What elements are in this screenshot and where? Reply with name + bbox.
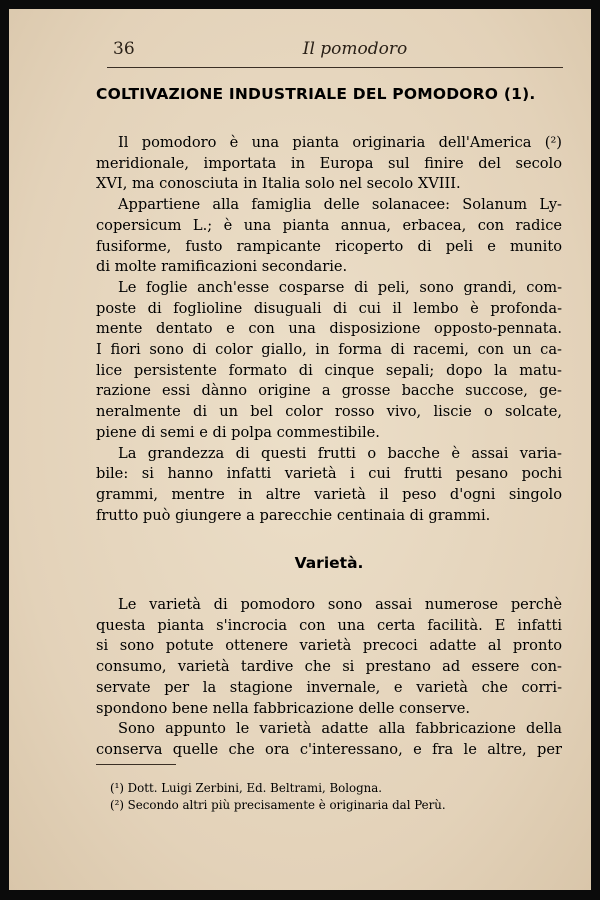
text-line: conserva quelle che ora c'interessano, e fra le altre, per <box>96 740 562 758</box>
running-title: Il pomodoro <box>302 39 408 59</box>
section2-text <box>96 595 562 761</box>
chapter-title <box>96 85 576 103</box>
chapter-title-note: (1). <box>503 85 536 103</box>
footnote-1: (¹) Dott. Luigi Zerbini, Ed. Beltrami, Bologna. <box>110 781 383 795</box>
text-line: copersicum L.; è una pianta annua, erbacea, con radice <box>96 216 562 234</box>
chapter-title-text: COLTIVAZIONE INDUSTRIALE DEL POMODORO <box>96 85 499 103</box>
text-line: di molte ramificazioni secondarie. <box>96 258 348 276</box>
text-line: I fiori sono di color giallo, in forma di racemi, con un ca- <box>96 341 562 359</box>
text-line: lice persistente formato di cinque sepali; dopo la matu- <box>96 361 562 379</box>
text-line: Le varietà di pomodoro sono assai numerose perchè <box>118 596 562 613</box>
section-heading: Varietà. <box>294 554 364 572</box>
text-line: questa pianta s'incrocia con una certa facilità. E infatti <box>96 616 562 634</box>
text-line: La grandezza di questi frutti o bacche è assai varia- <box>118 444 562 462</box>
text-line: fusiforme, fusto rampicante ricoperto di peli e munito <box>96 237 562 255</box>
text-line: poste di foglioline disuguali di cui il lembo è profonda- <box>96 299 562 317</box>
page-number: 36 <box>113 39 135 59</box>
text-line: grammi, mentre in altre varietà il peso d'ogni singolo <box>96 485 562 503</box>
text-line: Le foglie anch'esse cosparse di peli, sono grandi, com- <box>118 278 562 296</box>
text-line: neralmente di un bel color rosso vivo, liscie o solcate, <box>96 403 562 421</box>
text-line: frutto può giungere a parecchie centinaia di grammi. <box>96 506 491 524</box>
text-line: Sono appunto le varietà adatte alla fabbricazione della <box>118 720 562 738</box>
footnote-2: (²) Secondo altri più precisamente è originaria dal Perù. <box>110 798 446 812</box>
text-line: meridionale, importata in Europa sul finire del secolo <box>96 154 562 172</box>
footnotes <box>110 780 446 814</box>
section1-text <box>96 133 562 526</box>
text-line: Appartiene alla famiglia delle solanacee: Solanum Ly- <box>118 196 562 214</box>
text-line: servate per la stagione invernale, e varietà che corri- <box>96 678 562 696</box>
text-line: Il pomodoro è una pianta originaria dell'America (²) <box>118 134 562 151</box>
text-line: razione essi dànno origine a grosse bacche succose, ge- <box>96 382 562 400</box>
text-line: XVI, ma conosciuta in Italia solo nel secolo XVIII. <box>96 175 461 193</box>
footnote-rule <box>96 764 176 765</box>
text-line: consumo, varietà tardive che si prestano ad essere con- <box>96 658 562 676</box>
running-header <box>107 35 563 68</box>
text-line: si sono potute ottenere varietà precoci adatte al pronto <box>96 637 562 655</box>
text-line: spondono bene nella fabbricazione delle conserve. <box>96 699 471 717</box>
text-line: mente dentato e con una disposizione opposto-pennata. <box>96 320 562 338</box>
text-line: bile: si hanno infatti varietà i cui frutti pesano pochi <box>96 465 562 483</box>
text-line: piene di semi e di polpa commestibile. <box>96 423 380 441</box>
